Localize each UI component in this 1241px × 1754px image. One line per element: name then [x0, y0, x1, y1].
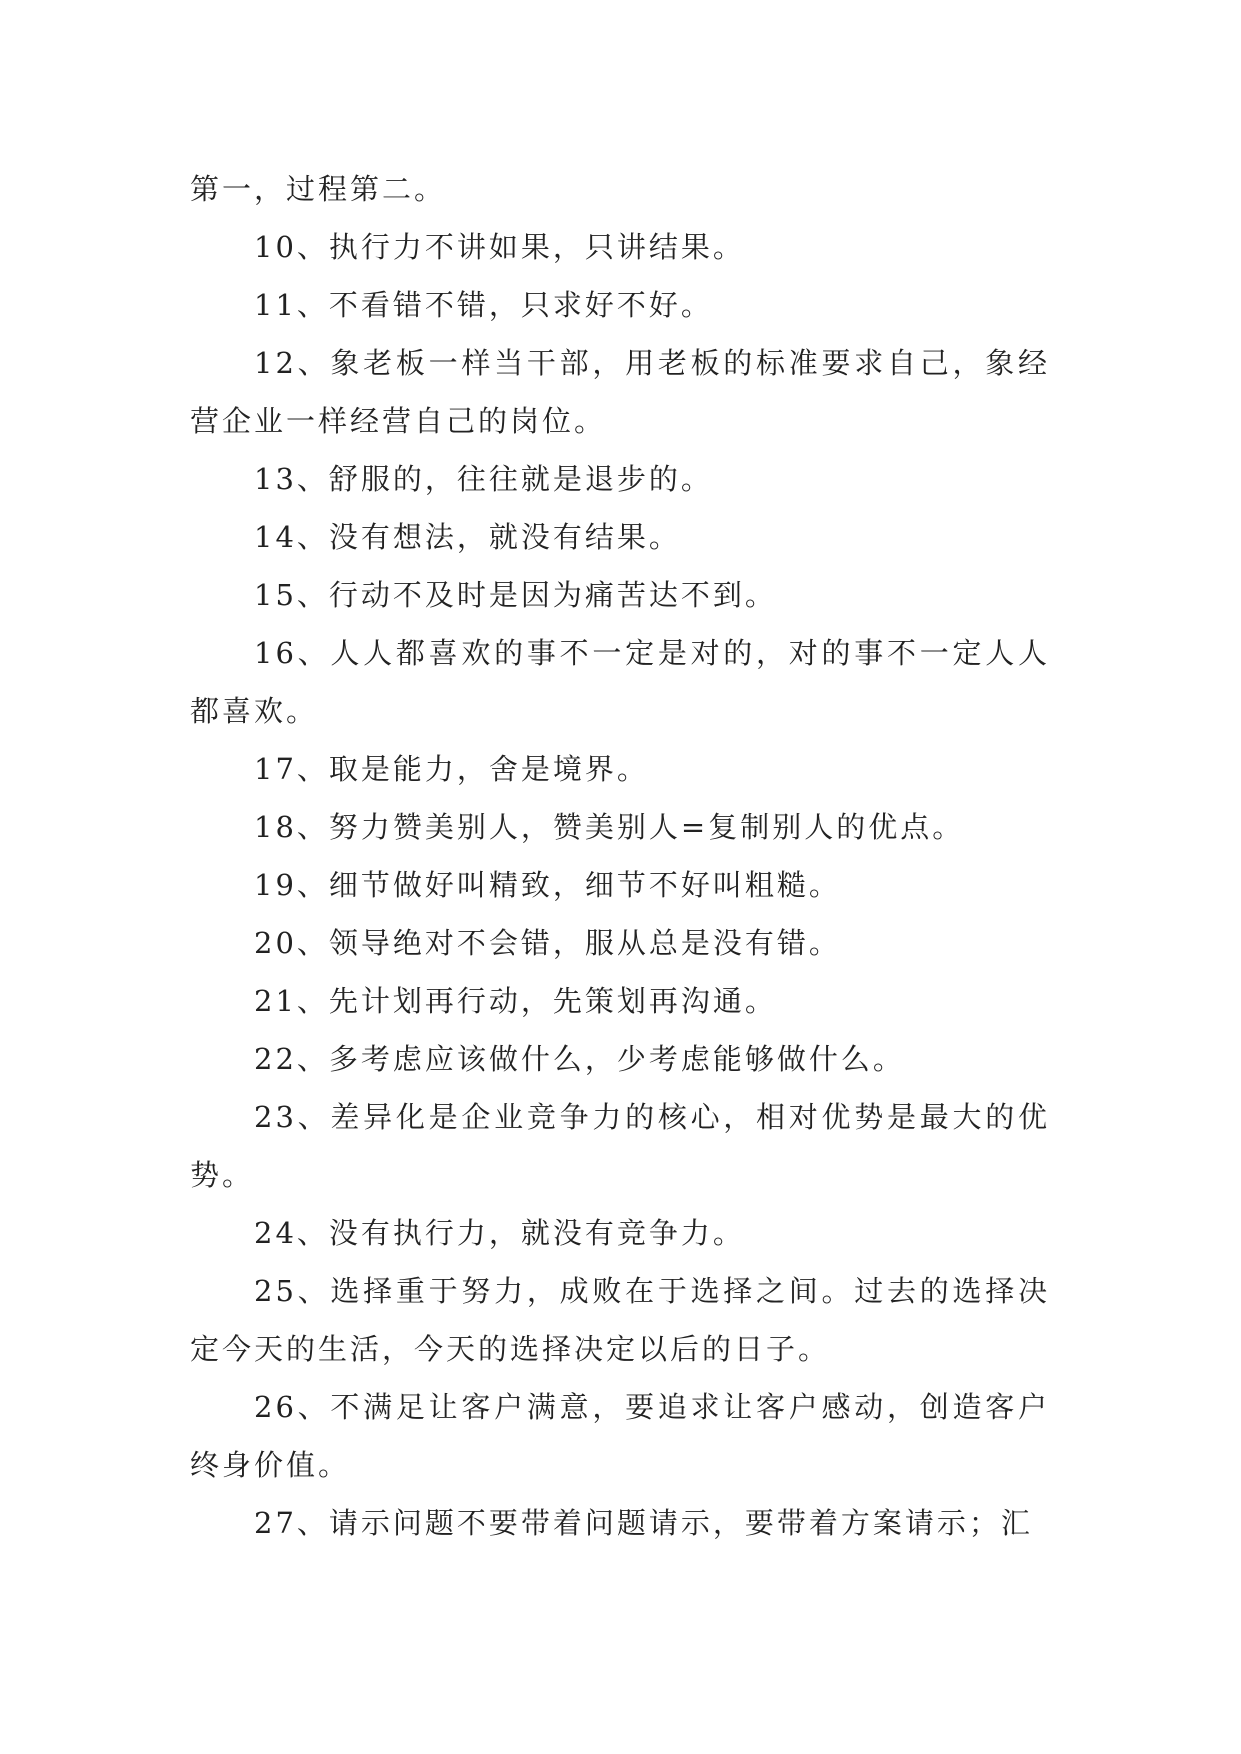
paragraph-16: 16、人人都喜欢的事不一定是对的，对的事不一定人人都喜欢。	[190, 636, 1050, 728]
paragraph-21: 21、先计划再行动，先策划再沟通。	[254, 984, 777, 1018]
paragraph-continuation: 第一，过程第二。	[190, 172, 447, 206]
paragraph-22: 22、多考虑应该做什么，少考虑能够做什么。	[254, 1042, 905, 1076]
paragraph-18: 18、努力赞美别人，赞美别人=复制别人的优点。	[254, 810, 965, 844]
paragraph-26: 26、不满足让客户满意，要追求让客户感动，创造客户终身价值。	[190, 1390, 1050, 1482]
paragraph-14: 14、没有想法，就没有结果。	[254, 520, 681, 554]
paragraph-15: 15、行动不及时是因为痛苦达不到。	[254, 578, 777, 612]
paragraph-24: 24、没有执行力，就没有竞争力。	[254, 1216, 745, 1250]
paragraph-27: 27、请示问题不要带着问题请示，要带着方案请示；汇	[254, 1506, 1033, 1540]
paragraph-20: 20、领导绝对不会错，服从总是没有错。	[254, 926, 841, 960]
document-body	[190, 160, 1050, 1552]
paragraph-13: 13、舒服的，往往就是退步的。	[254, 462, 713, 496]
paragraph-10: 10、执行力不讲如果，只讲结果。	[254, 230, 745, 264]
paragraph-19: 19、细节做好叫精致，细节不好叫粗糙。	[254, 868, 841, 902]
paragraph-12: 12、象老板一样当干部，用老板的标准要求自己，象经营企业一样经营自己的岗位。	[190, 346, 1050, 438]
paragraph-17: 17、取是能力，舍是境界。	[254, 752, 649, 786]
paragraph-23: 23、差异化是企业竞争力的核心，相对优势是最大的优势。	[190, 1100, 1050, 1192]
paragraph-11: 11、不看错不错，只求好不好。	[254, 288, 713, 322]
paragraph-25: 25、选择重于努力，成败在于选择之间。过去的选择决定今天的生活，今天的选择决定以后的日子。	[190, 1274, 1050, 1366]
